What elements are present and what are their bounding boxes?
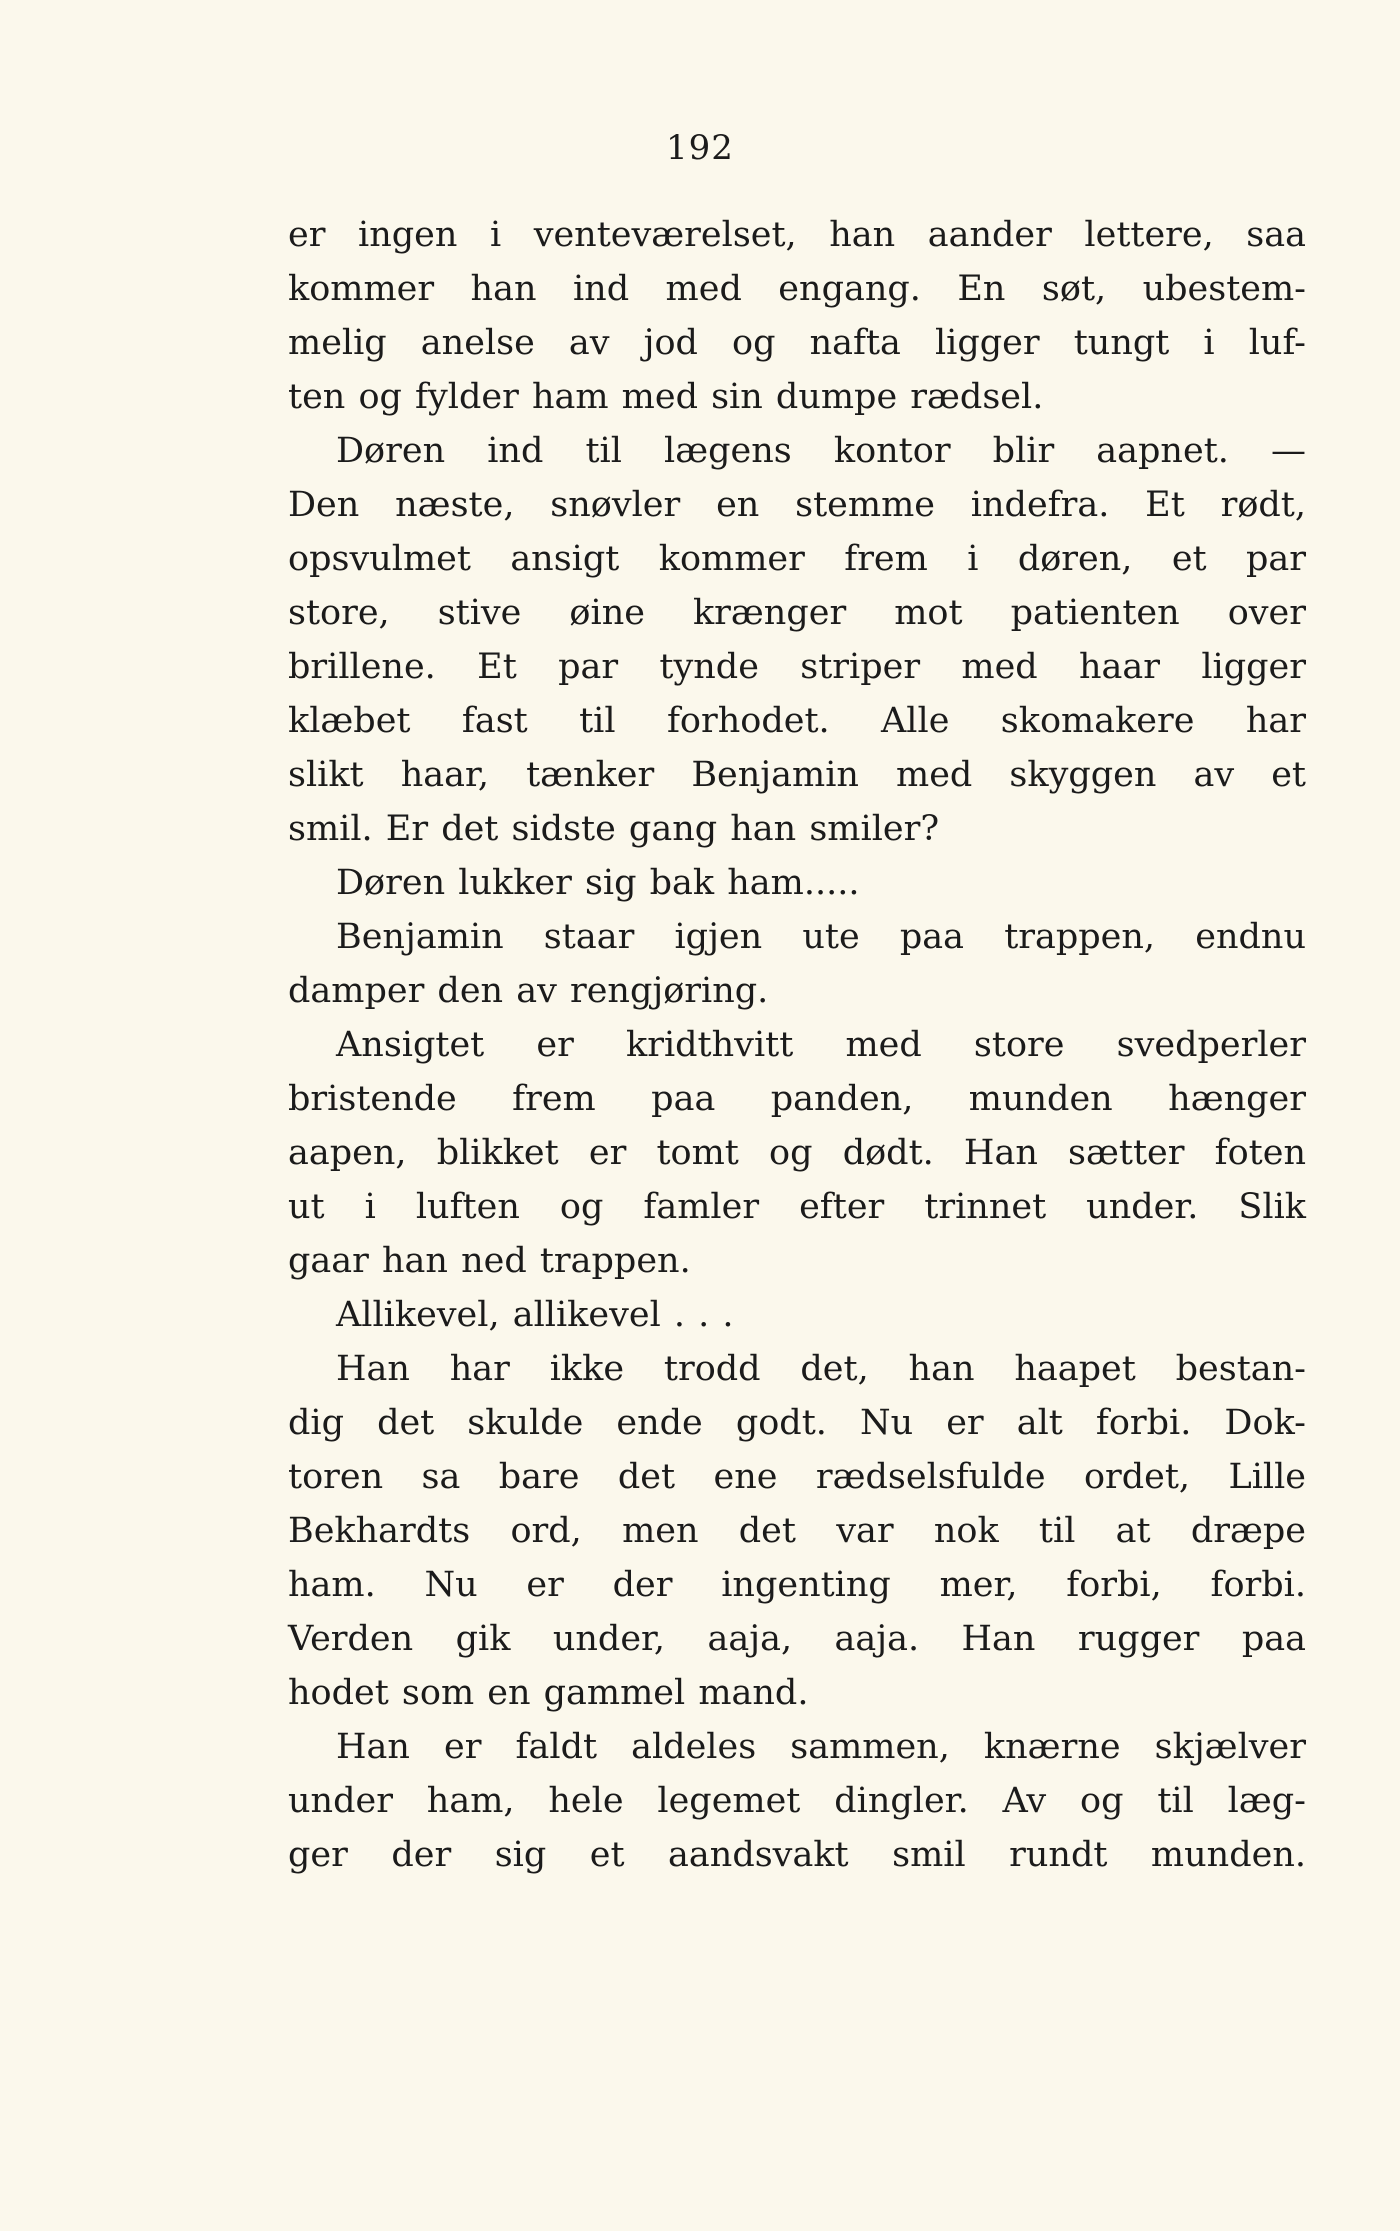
- text-line: ger der sig et aandsvakt smil rundt munden.: [288, 1835, 1306, 1875]
- text-line: melig anelse av jod og nafta ligger tungt i luf-: [288, 323, 1306, 363]
- page-number: 192: [666, 128, 734, 168]
- text-line: Døren lukker sig bak ham.....: [336, 863, 860, 903]
- text-line: klæbet fast til forhodet. Alle skomakere har: [288, 701, 1306, 741]
- text-line: under ham, hele legemet dingler. Av og til læg-: [288, 1781, 1306, 1821]
- text-line: Døren ind til lægens kontor blir aapnet. —: [336, 431, 1306, 471]
- text-line: dig det skulde ende godt. Nu er alt forbi. Dok-: [288, 1403, 1306, 1443]
- text-line: bristende frem paa panden, munden hænger: [288, 1079, 1306, 1119]
- text-line: Han er faldt aldeles sammen, knærne skjælver: [336, 1727, 1306, 1767]
- text-line: toren sa bare det ene rædselsfulde ordet, Lille: [288, 1457, 1306, 1497]
- text-line: ut i luften og famler efter trinnet under. Slik: [288, 1187, 1306, 1227]
- text-line: Den næste, snøvler en stemme indefra. Et rødt,: [288, 485, 1306, 525]
- text-line: slikt haar, tænker Benjamin med skyggen av et: [288, 755, 1306, 795]
- text-line: opsvulmet ansigt kommer frem i døren, et par: [288, 539, 1306, 579]
- text-line: brillene. Et par tynde striper med haar ligger: [288, 647, 1306, 687]
- body-text: [288, 208, 1306, 1882]
- text-line: Ansigtet er kridthvitt med store svedperler: [336, 1025, 1306, 1065]
- text-line: Han har ikke trodd det, han haapet bestan-: [336, 1349, 1306, 1389]
- text-line: kommer han ind med engang. En søt, ubestem-: [288, 269, 1306, 309]
- text-line: damper den av rengjøring.: [288, 971, 769, 1011]
- text-line: ham. Nu er der ingenting mer, forbi, forbi.: [288, 1565, 1306, 1605]
- text-line: er ingen i venteværelset, han aander lettere, saa: [288, 215, 1306, 255]
- text-line: Verden gik under, aaja, aaja. Han rugger paa: [288, 1619, 1306, 1659]
- text-line: store, stive øine krænger mot patienten over: [288, 593, 1306, 633]
- text-line: Allikevel, allikevel . . .: [336, 1295, 734, 1335]
- text-line: Benjamin staar igjen ute paa trappen, endnu: [336, 917, 1306, 957]
- text-line: ten og fylder ham med sin dumpe rædsel.: [288, 377, 1044, 417]
- text-line: aapen, blikket er tomt og dødt. Han sætter foten: [288, 1133, 1306, 1173]
- text-line: hodet som en gammel mand.: [288, 1673, 809, 1713]
- text-line: gaar han ned trappen.: [288, 1241, 691, 1281]
- text-line: smil. Er det sidste gang han smiler?: [288, 809, 940, 849]
- text-line: Bekhardts ord, men det var nok til at dræpe: [288, 1511, 1306, 1551]
